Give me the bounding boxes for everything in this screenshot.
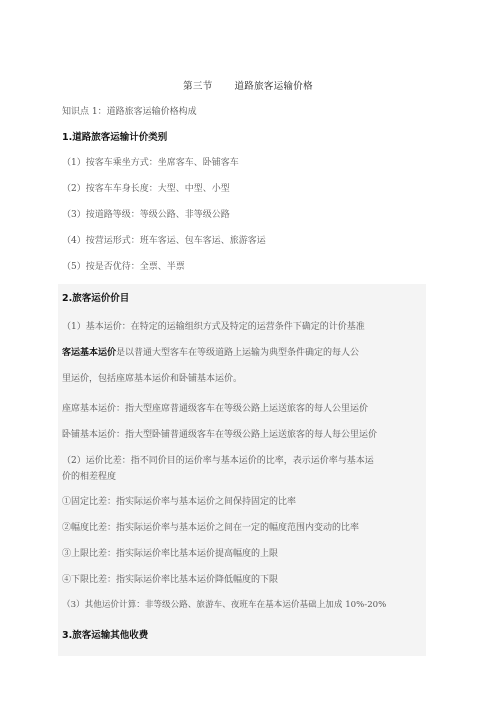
heading-pricing-categories: 1.道路旅客运输计价类别: [62, 132, 168, 143]
diff-item: ①固定比差：指实际运价率与基本运价之间保持固定的比率: [62, 497, 297, 507]
basic-fare: （1）基本运价：在特定的运输组织方式及特定的运营条件下确定的计价基准: [62, 322, 365, 332]
section-number: 第三节: [183, 81, 213, 92]
diff-item: ④下限比差：指实际运价率比基本运价降低幅度的下限: [62, 575, 279, 585]
heading-other-charges: 3.旅客运输其他收费: [62, 630, 149, 641]
diff-item: ③上限比差：指实际运价率比基本运价提高幅度的上限: [62, 549, 279, 559]
seat-fare: 座席基本运价：指大型座席普通级客车在等级公路上运送旅客的每人公里运价: [62, 404, 369, 414]
category-item: （2）按客车车身长度：大型、中型、小型: [62, 184, 230, 194]
fare-difference-cont: 价的相差程度: [62, 472, 117, 482]
heading-fare-items: 2.旅客运价价目: [62, 293, 130, 304]
fare-difference: （2）运价比差：指不同价目的运价率与基本运价的比率，表示运价率与基本运: [62, 456, 374, 466]
category-item: （1）按客车乘坐方式：坐席客车、卧铺客车: [62, 158, 239, 168]
basic-fare-definition-text: 是以普通大型客车在等级道路上运输为典型条件确定的每人公: [116, 348, 360, 358]
section-title: [0, 78, 496, 92]
other-fare: （3）其他运价计算：非等级公路、旅游车、夜班车在基本运价基础上加成 10%-20%: [62, 600, 387, 610]
knowledge-point: 知识点 1：道路旅客运输价格构成: [62, 107, 197, 117]
basic-fare-term: 客运基本运价: [62, 348, 117, 358]
category-item: （5）按是否优待：全票、半票: [62, 262, 185, 272]
sleeper-fare: 卧铺基本运价：指大型卧铺普通级客车在等级公路上运送旅客的每人每公里运价: [62, 430, 378, 440]
basic-fare-definition: [62, 345, 359, 358]
basic-fare-definition-cont: 里运价，包括座席基本运价和卧铺基本运价。: [62, 374, 243, 384]
category-item: （3）按道路等级：等级公路、非等级公路: [62, 210, 230, 220]
section-name: 道路旅客运输价格: [234, 81, 313, 92]
category-item: （4）按营运形式：班车客运、包车客运、旅游客运: [62, 236, 266, 246]
diff-item: ②幅度比差：指实际运价率与基本运价之间在一定的幅度范围内变动的比率: [62, 523, 360, 533]
